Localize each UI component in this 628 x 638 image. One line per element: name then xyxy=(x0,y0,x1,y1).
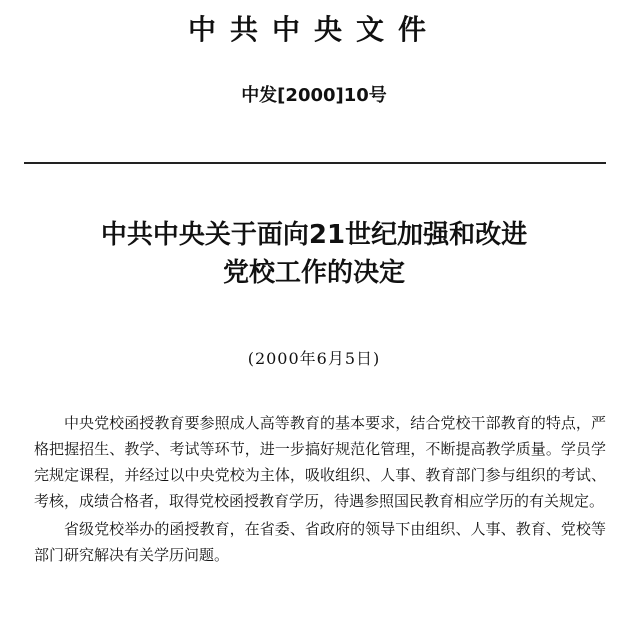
document-title-line-1: 中共中央关于面向21世纪加强和改进 xyxy=(100,220,528,250)
header-divider xyxy=(24,162,606,164)
document-header-title: 中共中央文件 xyxy=(187,13,440,46)
document-body xyxy=(34,410,606,570)
body-paragraph: 中央党校函授教育要参照成人高等教育的基本要求，结合党校干部教育的特点，严格把握招生、教学、考试等环节，进一步搞好规范化管理，不断提高教学质量。学员学完规定课程，并经过以中央党校为主体，吸收组织、人事、教育部门参与组织的考试、考核，成绩合格者，取得党校函授教育学历，待遇参照国民教育相应学历的有关规定。 xyxy=(34,414,606,510)
document-title-line-2: 党校工作的决定 xyxy=(222,258,405,288)
document-title xyxy=(0,216,628,292)
document-number: 中发[2000]10号 xyxy=(241,85,387,106)
body-paragraph: 省级党校举办的函授教育，在省委、省政府的领导下由组织、人事、教育、党校等部门研究解决有关学历问题。 xyxy=(34,520,606,564)
document-date: (2000年6月5日) xyxy=(247,349,381,368)
